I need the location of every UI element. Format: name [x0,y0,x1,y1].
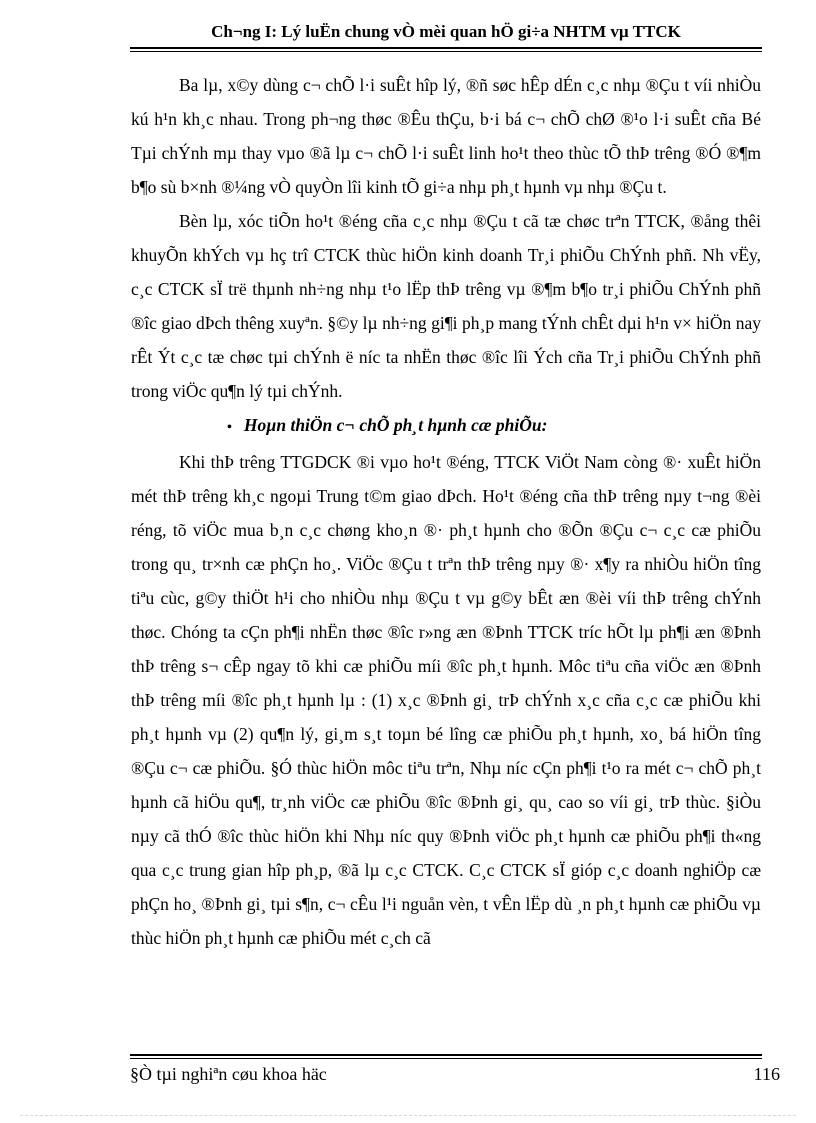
bullet-icon: • [227,420,232,435]
paragraph-ba-la: Ba lµ, x©y dùng c¬ chÕ l·i suÊt hîp lý, ®ñ søc hÊp dÉn c¸c nhµ ®Çu t víi nhiÒu kú h¹n kh¸c nhau. Trong ph¬ng thøc ®Êu thÇu, b·i bá c¬ chÕ chØ ®¹o l·i suÊt cña Bé Tµi chÝnh mµ thay vµo ®ã lµ c¬ chÕ l·i suÊt linh ho¹t theo thùc tÕ thÞ trêng ®Ó ®¶m b¶o sù b×nh ®¼ng vÒ quyÒn lîi kinh tÕ gi÷a nhµ ph¸t hµnh vµ nhµ ®Çu t. [131,75,761,197]
chapter-header: Ch¬ng I: Lý luËn chung vÒ mèi quan hÖ gi÷a NHTM vµ TTCK [211,22,681,41]
paragraph-khi-thi-truong: Khi thÞ trêng TTGDCK ®i vµo ho¹t ®éng, TTCK ViÖt Nam còng ®· xuÊt hiÖn mét thÞ trêng kh¸c ngoµi Trung t©m giao dÞch. Ho¹t ®éng cña thÞ trêng nµy t¬ng ®èi réng, tõ viÖc mua b¸n c¸c chøng kho¸n ®· ph¸t hµnh cho ®Õn ®Çu c¬ c¸c cæ phiÕu trong qu¸ tr×nh cæ phÇn ho¸. ViÖc ®Çu t trªn thÞ trêng nµy ®· x¶y ra nhiÒu hiÖn tîng tiªu cùc, g©y thiÖt h¹i cho nhiÒu nhµ ®Çu t vµ g©y bÊt æn ®èi víi thÞ trêng chÝnh thøc. Chóng ta cÇn ph¶i nhËn thøc ®îc r»ng æn ®Þnh TTCK tríc hÕt lµ ph¶i æn ®Þnh thÞ trêng s¬ cÊp ngay tõ khi cæ phiÕu míi ®îc ph¸t hµnh. Môc tiªu cña viÖc æn ®Þnh thÞ trêng míi ®îc ph¸t hµnh lµ : (1) x¸c ®Þnh gi¸ trÞ chÝnh x¸c cña c¸c cæ phiÕu khi ph¸t hµnh vµ (2) qu¶n lý, gi¸m s¸t toµn bé lîng cæ phiÕu ph¸t hµnh, xo¸ bá hiÖn tîng ®Çu c¬ cæ phiÕu. §Ó thùc hiÖn môc tiªu trªn, Nhµ níc cÇn ph¶i t¹o ra mét c¬ chÕ ph¸t hµnh cã hiÖu qu¶, tr¸nh viÖc cæ phiÕu ®îc ®Þnh gi¸ qu¸ cao so víi gi¸ trÞ thùc. §iÒu nµy cã thÓ ®îc thùc hiÖn khi Nhµ níc quy ®Þnh viÖc ph¸t hµnh cæ phiÕu ph¶i th«ng qua c¸c trung gian hîp ph¸p, ®ã lµ c¸c CTCK. C¸c CTCK sÏ gióp c¸c doanh nghiÖp cæ phÇn ho¸ ®Þnh gi¸ tµi s¶n, c¬ cÊu l¹i nguån vèn, t vÊn lËp dù ¸n ph¸t hµnh cæ phiÕu vµ thùc hiÖn ph¸t hµnh cæ phiÕu mét c¸ch cã [131,452,761,948]
paragraph-bon-la: Bèn lµ, xóc tiÕn ho¹t ®éng cña c¸c nhµ ®Çu t cã tæ chøc trªn TTCK, ®ång thêi khuyÕn khÝch vµ hç trî CTCK thùc hiÖn kinh doanh Tr¸i phiÕu ChÝnh phñ. Nh vËy, c¸c CTCK sÏ trë thµnh nh÷ng nhµ t¹o lËp thÞ trêng vµ ®¶m b¶o tr¸i phiÕu ChÝnh phñ ®îc giao dÞch thêng xuyªn. §©y lµ nh÷ng gi¶i ph¸p mang tÝnh chÊt dµi h¹n v× hiÖn nay rÊt Ýt c¸c tæ chøc tµi chÝnh ë níc ta nhËn thøc ®îc lîi Ých cña Tr¸i phiÕu ChÝnh phñ trong viÖc qu¶n lý tµi chÝnh. [131,211,761,401]
header-rule-thin [130,51,762,52]
footer-rule-thin [130,1058,762,1059]
page-number: 116 [753,1064,780,1084]
body-text [131,68,761,955]
footer-title: §Ò tµi nghiªn cøu khoa häc [130,1064,327,1084]
section-heading [131,408,761,445]
section-heading-text: Hoµn thiÖn c¬ chÕ ph¸t hµnh cæ phiÕu: [243,415,548,435]
page-bottom-divider [20,1115,796,1116]
header-rule [130,47,762,49]
footer-rule [130,1054,762,1056]
